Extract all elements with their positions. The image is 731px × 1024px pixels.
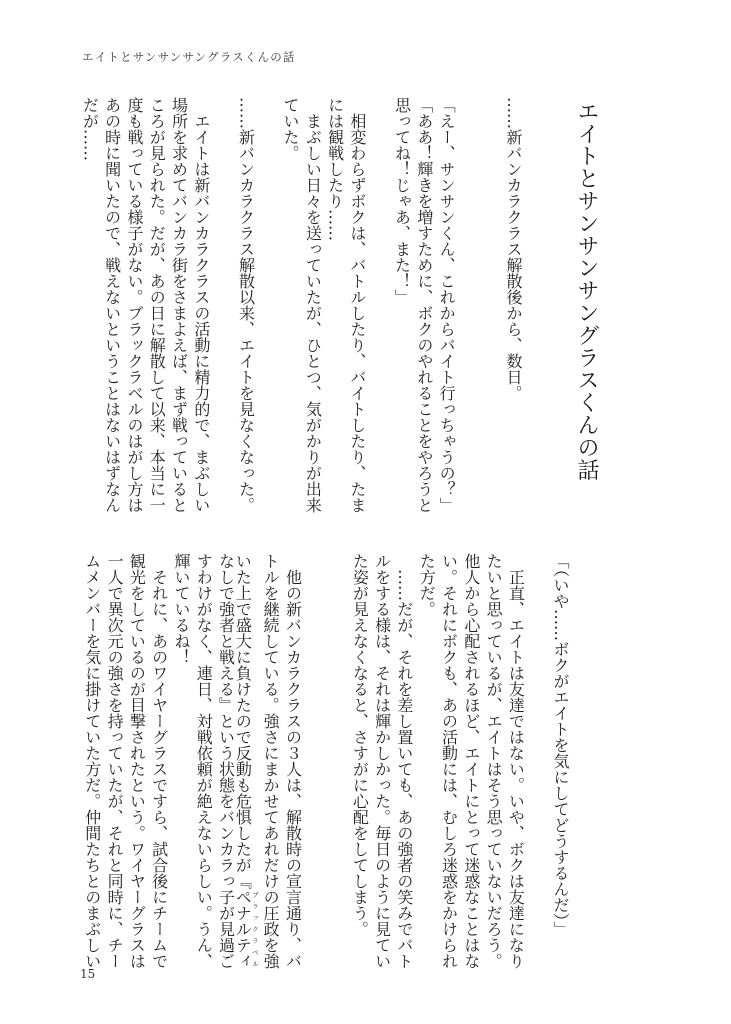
text-line: すわけがなく、連日、対戦依頼が絶えないらしい。うん、: [194, 553, 214, 969]
text-line-with-ruby: [233, 553, 259, 969]
text-line: 他の新バンカラクラスの３人は、解散時の宣言通り、バ: [283, 553, 303, 969]
blank-line: [457, 97, 479, 499]
text-line: ムメンバーを気に掛けていた方だ。仲間たちとのまぶしい: [82, 553, 102, 969]
text-line: ……新バンカラクラス解散後から、数日。: [504, 97, 523, 401]
text-line: 正直、エイトは友達ではない。いや、ボクは友達になり: [506, 553, 526, 969]
text-line: 「ああ！輝きを増すために、ボクのやれることをやろうと: [414, 97, 434, 513]
text-line: だが……: [80, 97, 100, 161]
text-line: 「えー、サンサンくん、これからバイト行っちゃうの？」: [437, 97, 457, 513]
text-line: なしで強者と戦える』という状態をバンカラっ子が見過ご: [216, 553, 236, 969]
text-line: た方だ。: [417, 553, 437, 617]
text-line: ルをする様は、それは輝かしかった。毎日のように見てい: [372, 553, 392, 969]
blank-line: [326, 553, 348, 955]
blank-line: [368, 97, 390, 499]
page-number: 15: [80, 967, 96, 981]
text-line: 他人から心配されるほど、エイトにとって迷惑なことはな: [461, 553, 481, 969]
blank-line: [212, 97, 234, 499]
ruby-text: ブラックラベル: [250, 889, 259, 969]
blank-line: [479, 97, 501, 499]
text-line: ……新バンカラクラス解散以来、エイトを見なくなった。: [236, 97, 256, 513]
text-line: い。それにボクも、あの活動には、むしろ迷惑をかけられ: [439, 553, 459, 969]
text-line: たいと思っているが、エイトはそう思っていないだろう。: [484, 553, 504, 969]
text-line: まぶしい日々を送っていたが、ひとつ、気がかりが出来: [303, 97, 323, 513]
text-line: 場所を求めてバンカラ街をさまよえば、まず戦っていると: [169, 97, 189, 513]
blank-line: [303, 553, 325, 955]
text-line: ……だが、それを差し置いても、あの強者の笑みでバト: [394, 553, 414, 969]
text-line: ころが見られた。だが、あの日に解散して以来、本当に一: [147, 97, 167, 513]
text-line: 輝いているね！: [171, 553, 191, 665]
chapter-title: エイトとサンサンサングラスくんの話: [574, 100, 599, 481]
text-line: エイトは新バンカラクラスの活動に精力的で、まぶしい: [191, 97, 211, 513]
text-line: 度も戦っている様子がない。ブラックラベルのはがし方は: [124, 97, 144, 513]
text-line: 「（いや……ボクがエイトを気にしてどうするんだ）」: [551, 553, 570, 937]
top-tier-text: [78, 97, 524, 513]
running-header: エイトとサンサンサングラスくんの話: [82, 50, 296, 64]
text-line: 観光をしているのが目撃されたという。ワイヤーグラスは: [127, 553, 147, 969]
blank-line: [256, 97, 278, 499]
text-line: それに、あのワイヤーグラスですら、試合後にチームで: [149, 553, 169, 969]
text-line: には観戦したり……: [325, 97, 345, 241]
line-text: いた上で盛大に負けたので反動も危惧したが『: [233, 553, 253, 889]
text-line: あの時に聞いたので、戦えないということはないはずなん: [102, 97, 122, 513]
ruby-base: ペナルティ: [233, 889, 253, 969]
text-line: 相変わらずボクは、バトルしたり、バイトしたり、たま: [347, 97, 367, 513]
text-line: ていた。: [281, 97, 301, 161]
blank-line: [526, 553, 548, 955]
text-line: 一人で異次元の強さを持っていたが、それと同時に、チー: [105, 553, 125, 969]
bottom-tier-text: [80, 553, 571, 969]
text-line: た姿が見えなくなると、さすがに心配をしてしまう。: [350, 553, 370, 937]
text-line: トルを継続している。強さにまかせてあれだけの圧政を強: [261, 553, 281, 969]
text-line: 思ってね！じゃあ、また！」: [392, 97, 412, 305]
